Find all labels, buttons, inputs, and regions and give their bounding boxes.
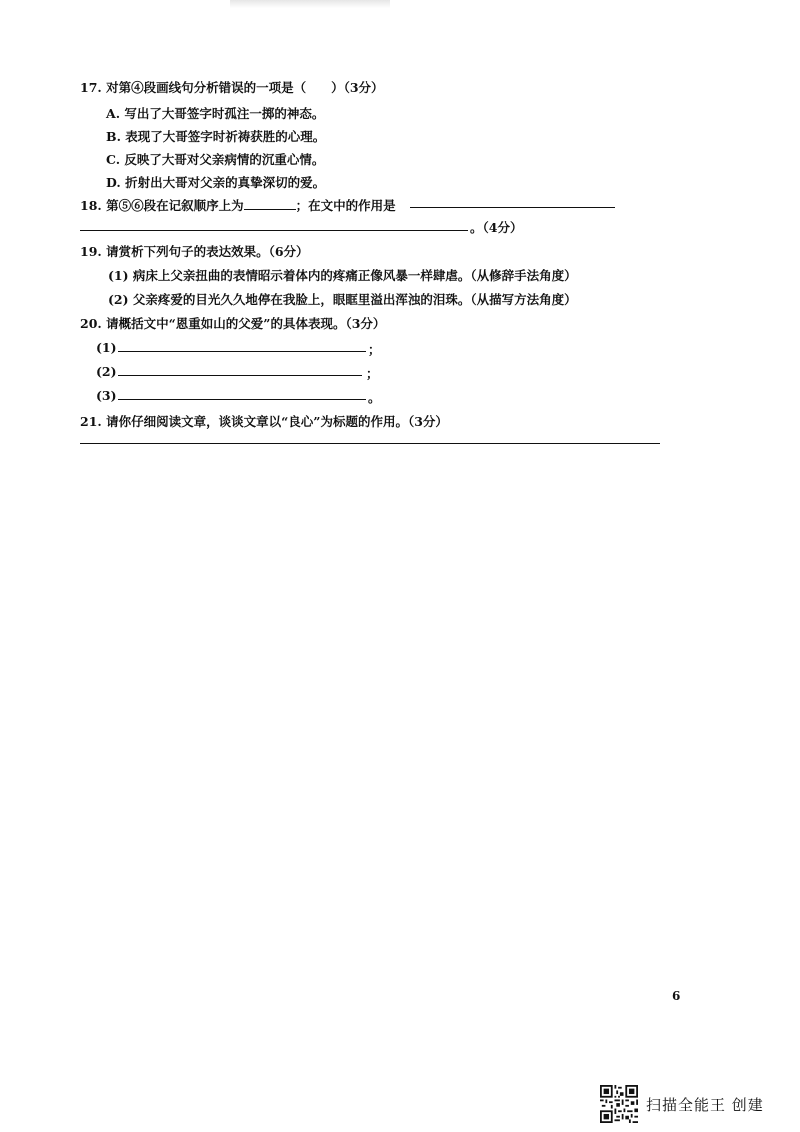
scanner-watermark [600, 1085, 764, 1123]
question-17-option-c: C. 反映了大哥对父亲病情的沉重心情。 [106, 152, 325, 167]
question-18-tail: 。（4分） [470, 220, 523, 235]
question-18-blank-order[interactable] [244, 197, 296, 210]
question-18-answer-line-1[interactable] [410, 207, 615, 208]
qr-code-icon [600, 1085, 638, 1123]
question-20-label-1: (1) [96, 340, 117, 355]
question-18-stem-a: 18. 第⑤⑥段在记叙顺序上为 [80, 198, 244, 213]
question-19-item-2: (2) 父亲疼爱的目光久久地停在我脸上，眼眶里溢出浑浊的泪珠。（从描写方法角度） [108, 292, 577, 307]
scan-shadow [230, 0, 390, 8]
question-20-end-3: 。 [368, 390, 381, 405]
question-18-stem-b: ；在文中的作用是 [295, 198, 396, 213]
scanner-watermark-text: 扫描全能王 创建 [646, 1095, 764, 1114]
question-18-stem [80, 196, 396, 214]
question-17-option-b: B. 表现了大哥签字时祈祷获胜的心理。 [106, 129, 326, 144]
question-21-stem: 21. 请你仔细阅读文章，谈谈文章以“良心”为标题的作用。（3分） [80, 414, 448, 429]
question-20-end-1: ； [368, 342, 381, 357]
question-20-answer-line-3[interactable] [118, 399, 366, 400]
question-20-label-3: (3) [96, 388, 117, 403]
question-20-answer-line-2[interactable] [118, 375, 362, 376]
question-17-stem: 17. 对第④段画线句分析错误的一项是（ ）（3分） [80, 80, 384, 95]
question-17-option-d: D. 折射出大哥对父亲的真挚深切的爱。 [106, 175, 326, 190]
question-17-option-a: A. 写出了大哥签字时孤注一掷的神态。 [106, 106, 325, 121]
question-21-answer-line[interactable] [80, 443, 660, 444]
question-20-label-2: (2) [96, 364, 117, 379]
page-number: 6 [672, 989, 681, 1003]
question-20-answer-line-1[interactable] [118, 351, 366, 352]
question-20-end-2: ； [366, 366, 379, 381]
question-19-stem: 19. 请赏析下列句子的表达效果。（6分） [80, 244, 309, 259]
question-19-item-1: (1) 病床上父亲扭曲的表情昭示着体内的疼痛正像风暴一样肆虐。（从修辞手法角度） [108, 268, 577, 283]
question-18-answer-line-2[interactable] [80, 230, 468, 231]
question-20-stem: 20. 请概括文中“恩重如山的父爱”的具体表现。（3分） [80, 316, 386, 331]
